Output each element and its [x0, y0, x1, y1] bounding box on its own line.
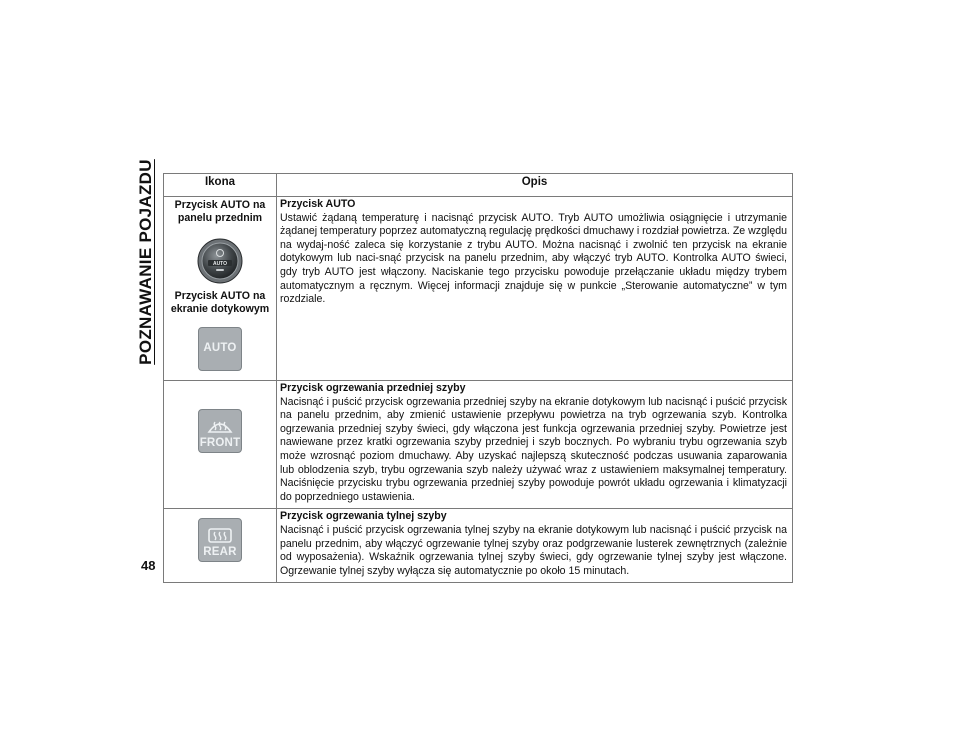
description-cell [277, 509, 793, 583]
icon-label-front-panel: Przycisk AUTO na panelu przednim [174, 199, 266, 224]
rear-defrost-button[interactable] [198, 518, 242, 562]
front-button-label: FRONT [199, 437, 241, 449]
desc-text-front: Nacisnąć i puścić przycisk ogrzewania przedniej szyby na ekranie dotykowym lub nacisnąć i puścić przycisk na panelu przednim, aby zmienić ustawienie przepływu powietrza na tryb ogrzewania szyb. Kontrolka ogrzewania przedniej szyby świeci, gdy włączona jest funkcja ogrzewania przedniej szyby. Powietrze jest nawiewane przez kratki ogrzewania szyby przedniej i szyb bocznych. Po wybraniu trybu ogrzewania szyb może wzrosnąć poziom dmuchawy. Aby uzyskać najlepszą skuteczność podczas usuwania zaparowania lub oblodzenia szyb, trybu ogrzewania szyb należy używać wraz z ustawieniem maksymalnej temperatury. Naciśnięcie przycisku trybu ogrzewania przedniej szyby powoduje powrót układu ogrzewania i klimatyzacji do poprzedniego ustawienia. [280, 395, 787, 503]
auto-touch-button[interactable] [198, 327, 242, 371]
desc-title-auto: Przycisk AUTO [280, 198, 356, 210]
controls-table [163, 173, 793, 583]
desc-text-auto: Ustawić żądaną temperaturę i nacisnąć przycisk AUTO. Tryb AUTO umożliwia osiągnięcie i utrzymanie żądanej temperatury poprzez automatyczną regulację prędkości dmuchawy i rozdział powietrza. Ze względu na wydaj-ność zaleca się korzystanie z trybu AUTO. Można nacisnąć i zwolnić ten przycisk na ekranie dotykowym lub naci-snąć przycisk na panelu przednim, aby włączyć tryb AUTO. Kontrolka AUTO świeci, gdy tryb AUTO jest włączony. Naciskanie tego przycisku powoduje przełączanie układu między trybem automatycznym a ręcznym. Więcej informacji znajduje się w punkcie „Sterowanie automatyczne” w tym rozdziale. [280, 211, 787, 306]
description-cell [277, 381, 793, 509]
header-description: Opis [277, 174, 793, 197]
desc-title-front: Przycisk ogrzewania przedniej szyby [280, 382, 466, 394]
section-side-title [128, 159, 164, 365]
rear-button-label: REAR [203, 546, 237, 559]
page-number: 48 [141, 558, 156, 573]
table-row [164, 381, 793, 509]
table-row [164, 197, 793, 381]
icon-cell [164, 197, 277, 381]
desc-text-rear: Nacisnąć i puścić przycisk ogrzewania tylnej szyby na ekranie dotykowym lub nacisnąć i puścić przycisk na panelu przednim, aby włączyć ogrzewanie tylnej szyby oraz podgrzewanie lusterek zewnętrznych (zależnie od wyposażenia). Wskaźnik ogrzewania tylnej szyby świeci, gdy ogrzewanie tylnej szyby jest włączone. Ogrzewanie tylnej szyby wyłącza się automatycznie po około 15 minutach. [280, 523, 787, 577]
header-icon: Ikona [164, 174, 277, 197]
auto-knob-icon [197, 238, 243, 284]
knob-label: AUTO [212, 261, 228, 267]
icon-cell [164, 381, 277, 509]
table-header-row [164, 174, 793, 197]
icon-label-touchscreen: Przycisk AUTO na ekranie dotykowym [170, 290, 270, 315]
desc-title-rear: Przycisk ogrzewania tylnej szyby [280, 510, 447, 523]
front-defrost-icon [207, 418, 233, 436]
table-row [164, 509, 793, 583]
front-defrost-button[interactable] [198, 409, 242, 453]
icon-cell [164, 509, 277, 583]
rear-defrost-icon [207, 527, 233, 545]
auto-button-label: AUTO [203, 341, 237, 354]
section-title-text: POZNAWANIE POJAZDU [136, 159, 155, 365]
description-cell [277, 197, 793, 381]
